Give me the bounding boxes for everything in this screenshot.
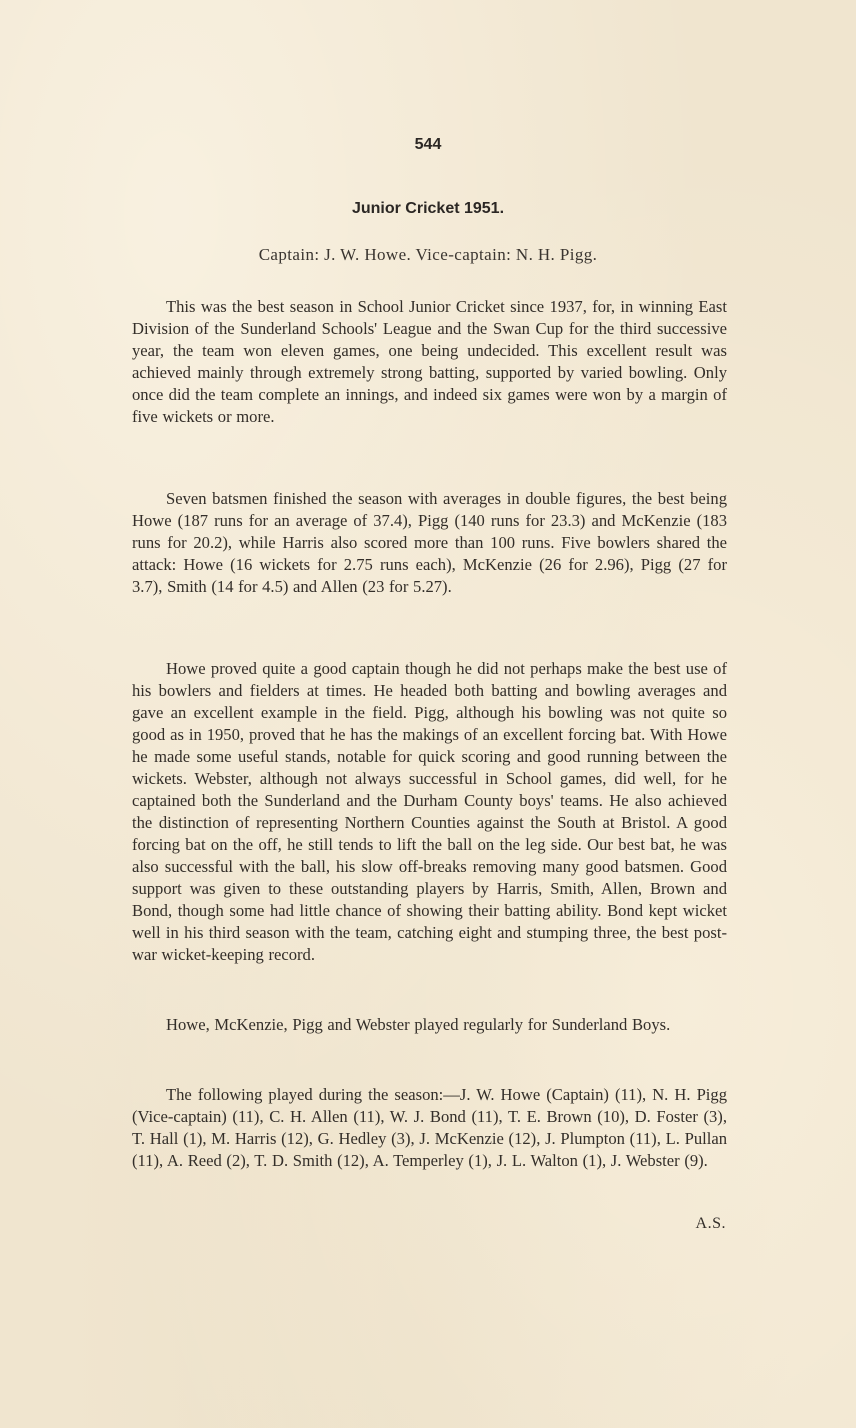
paragraph-sunderland-boys: Howe, McKenzie, Pigg and Webster played regularly for Sunderland Boys. [166,1015,671,1034]
captains-line: Captain: J. W. Howe. Vice-captain: N. H. Pigg. [258,245,598,264]
paragraph-players: Howe proved quite a good captain though he did not perhaps make the best use of his bowlers and fielders at times. He headed both batting and bowling averages and gave an excellent example in the field. Pigg, although his bowling was not quite so good as in 1950, proved that he has the makings of an excellent forcing bat. With Howe he made some useful stands, notable for quick scoring and good running between the wickets. Webster, although not always successful in School games, did well, for he captained both the Sunderland and the Durham County boys' teams. He also achieved the distinction of representing Northern Counties against the South at Bristol. A good forcing bat on the off, he still tends to lift the ball on the leg side. Our best bat, he was also successful with the ball, his slow off-breaks removing many good batsmen. Good support was given to these outstanding players by Harris, Smith, Allen, Brown and Bond, though some had little chance of showing their batting ability. Bond kept wicket well in his third season with the team, catching eight and stumping three, the best post-war wicket-keeping record. [132,659,727,964]
paragraph-team-list: The following played during the season:—J. W. Howe (Captain) (11), N. H. Pigg (Vice-captain) (11), C. H. Allen (11), W. J. Bond (11), T. E. Brown (10), D. Foster (3), T. Hall (1), M. Harris (12), G. Hedley (3), J. McKenzie (12), J. Plumpton (11), L. Pullan (11), A. Reed (2), T. D. Smith (12), A. Temperley (1), J. L. Walton (1), J. Webster (9). [132,1085,727,1170]
author-signature: A.S. [695,1215,726,1232]
paragraph-averages: Seven batsmen finished the season with averages in double figures, the best being Howe (187 runs for an average of 37.4), Pigg (140 runs for 23.3) and McKenzie (183 runs for 20.2), while Harris also scored more than 100 runs. Five bowlers shared the attack: Howe (16 wickets for 2.75 runs each), McKenzie (26 for 2.96), Pigg (27 for 3.7), Smith (14 for 4.5) and Allen (23 for 5.27). [132,489,727,596]
article-title: Junior Cricket 1951. [351,200,505,217]
page-number: 544 [414,136,442,153]
paragraph-season-summary: This was the best season in School Junior Cricket since 1937, for, in winning East Division of the Sunderland Schools' League and the Swan Cup for the third successive year, the team won eleven games, one being undecided. This excellent result was achieved mainly through extremely strong batting, supported by varied bowling. Only once did the team complete an innings, and indeed six games were won by a margin of five wickets or more. [132,297,727,426]
